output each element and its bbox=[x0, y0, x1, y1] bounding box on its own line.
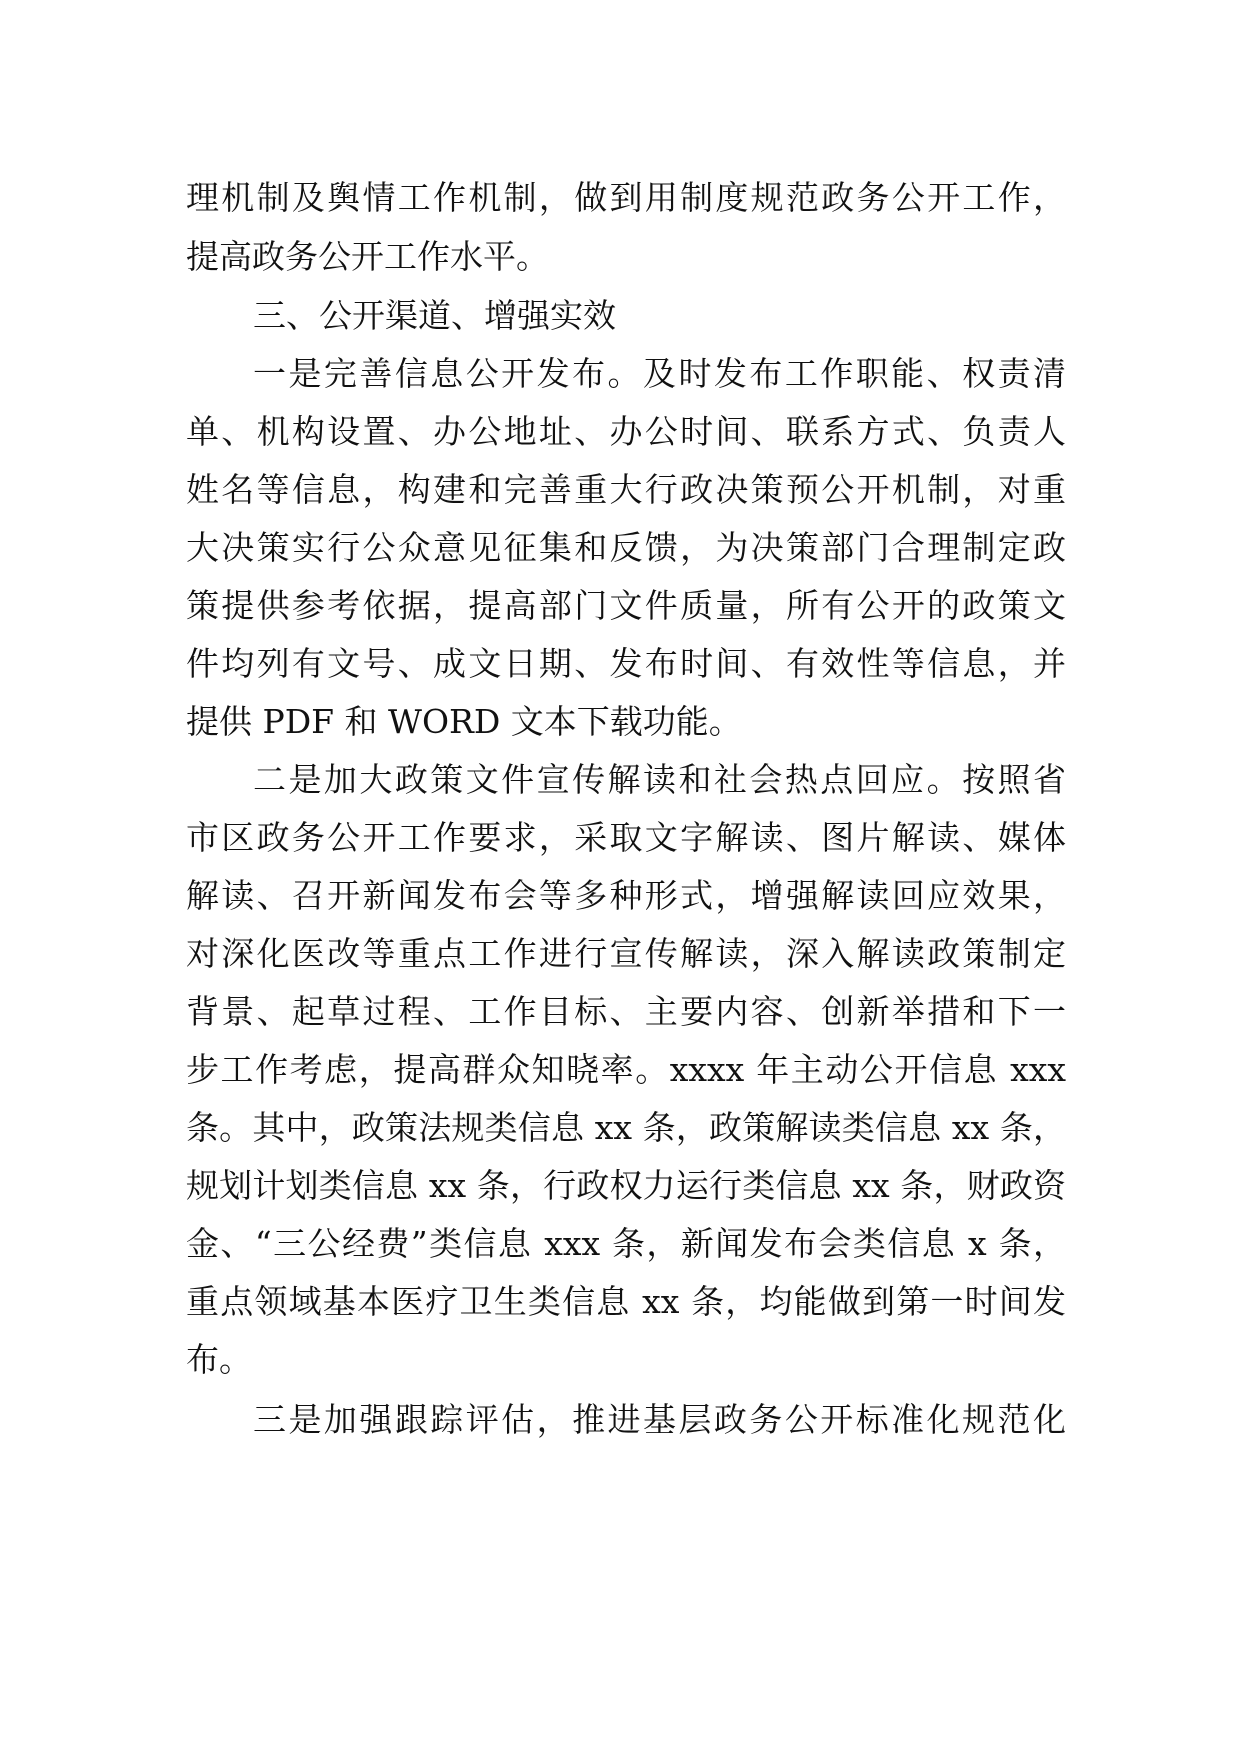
text-line-18: 规划计划类信息 xx 条，行政权力运行类信息 xx 条，财政资 bbox=[186, 1166, 1066, 1205]
text-line-5: 单、机构设置、办公地址、办公时间、联系方式、负责人 bbox=[186, 412, 1066, 451]
text-line-14: 对深化医改等重点工作进行宣传解读，深入解读政策制定 bbox=[186, 934, 1066, 973]
text-line-22: 三是加强跟踪评估，推进基层政务公开标准化规范化 bbox=[253, 1400, 1066, 1439]
section-heading: 三、公开渠道、增强实效 bbox=[253, 296, 616, 335]
text-line-17: 条。其中，政策法规类信息 xx 条，政策解读类信息 xx 条， bbox=[186, 1108, 1066, 1147]
text-line-21: 布。 bbox=[186, 1340, 252, 1379]
text-line-16: 步工作考虑，提高群众知晓率。xxxx 年主动公开信息 xxx bbox=[186, 1050, 1066, 1089]
text-line-6: 姓名等信息，构建和完善重大行政决策预公开机制，对重 bbox=[186, 470, 1066, 509]
text-line-2: 提高政务公开工作水平。 bbox=[186, 237, 549, 276]
text-line-15: 背景、起草过程、工作目标、主要内容、创新举措和下一 bbox=[186, 992, 1066, 1031]
text-line-7: 大决策实行公众意见征集和反馈，为决策部门合理制定政 bbox=[186, 528, 1066, 567]
text-line-8: 策提供参考依据，提高部门文件质量，所有公开的政策文 bbox=[186, 586, 1066, 625]
text-line-10: 提供 PDF 和 WORD 文本下载功能。 bbox=[186, 702, 742, 741]
text-line-12: 市区政务公开工作要求，采取文字解读、图片解读、媒体 bbox=[186, 818, 1066, 857]
text-line-13: 解读、召开新闻发布会等多种形式，增强解读回应效果， bbox=[186, 876, 1066, 915]
text-line-11: 二是加大政策文件宣传解读和社会热点回应。按照省 bbox=[253, 760, 1066, 799]
text-line-20: 重点领域基本医疗卫生类信息 xx 条，均能做到第一时间发 bbox=[186, 1282, 1066, 1321]
text-line-9: 件均列有文号、成文日期、发布时间、有效性等信息，并 bbox=[186, 644, 1066, 683]
text-line-19: 金、“三公经费”类信息 xxx 条，新闻发布会类信息 x 条， bbox=[186, 1224, 1066, 1263]
text-line-4: 一是完善信息公开发布。及时发布工作职能、权责清 bbox=[253, 354, 1066, 393]
text-line-1: 理机制及舆情工作机制，做到用制度规范政务公开工作， bbox=[186, 178, 1066, 217]
